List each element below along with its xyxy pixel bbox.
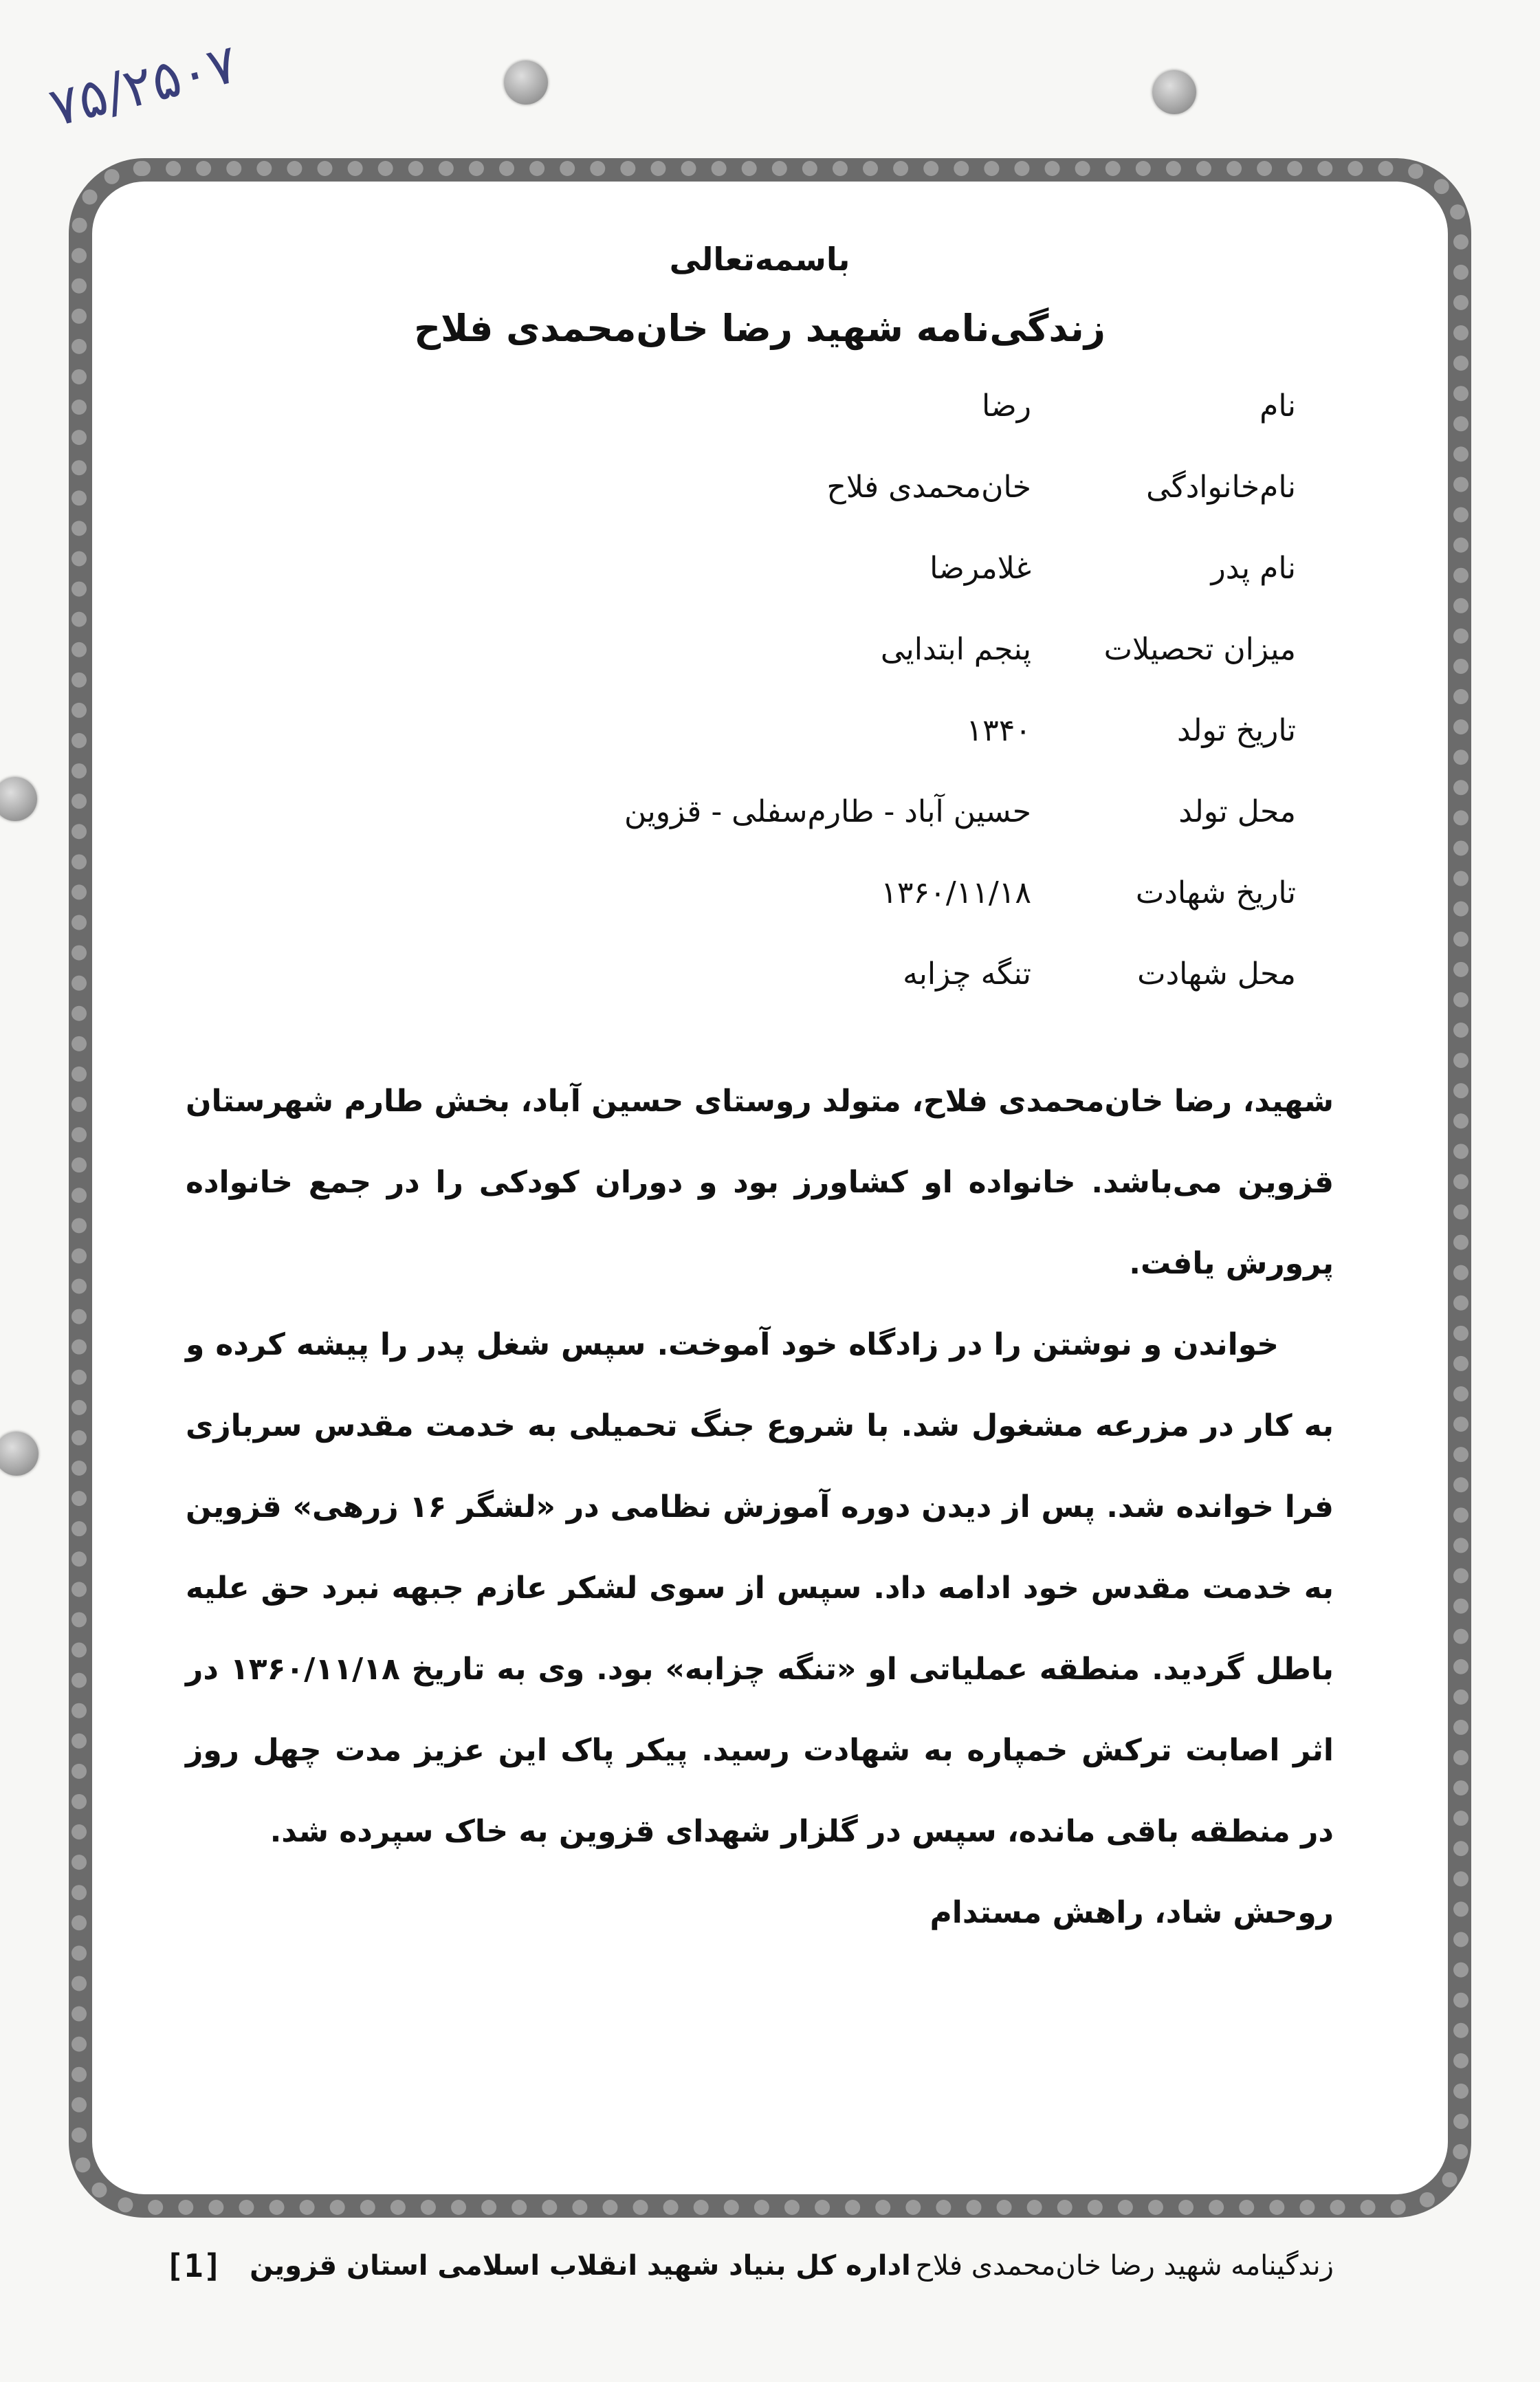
field-row-birth-date	[186, 713, 1334, 794]
footer-organization: اداره کل بنیاد شهید انقلاب اسلامی استان قزوین	[250, 2250, 911, 2282]
footer-org-group	[165, 2247, 911, 2284]
field-value: تنگه چزابه	[903, 957, 1031, 992]
field-value: حسین آباد - طارم‌سفلی - قزوین	[624, 794, 1031, 829]
field-row-family-name	[186, 470, 1334, 551]
field-label: نام‌خانوادگی	[1146, 470, 1296, 505]
biography-paragraph-2: خواندن و نوشتن را در زادگاه خود آموخت. سپس شغل پدر را پیشه کرده و به کار در مزرعه مشغول شد. با شروع جنگ تحمیلی به خدمت مقدس سربازی فرا خوانده شد. پس از دیدن دوره آموزش نظامی در «لشگر ۱۶ زرهی» قزوین به خدمت مقدس خود ادامه داد. سپس از سوی لشکر عازم جبهه نبرد حق علیه باطل گردید. منطقه عملیاتی او «تنگه چزابه» بود. وی به تاریخ ۱۳۶۰/۱۱/۱۸ در اثر اصابت ترکش خمپاره به شهادت رسید. پیکر پاک این عزیز مدت چهل روز در منطقه باقی مانده، سپس در گلزار شهدای قزوین به خاک سپرده شد.	[186, 1327, 1334, 1849]
footer-biography-title: زندگینامه شهید رضا خان‌محمدی فلاح	[915, 2250, 1334, 2282]
field-value: غلامرضا	[930, 551, 1031, 586]
field-label: نام پدر	[1211, 551, 1296, 586]
field-row-name	[186, 389, 1334, 470]
field-row-martyrdom-place	[186, 957, 1334, 1038]
punch-hole-left-upper	[0, 777, 37, 821]
field-label: محل شهادت	[1137, 957, 1296, 992]
basmala: باسمه‌تعالی	[669, 241, 850, 278]
page-number: [1]	[165, 2247, 223, 2284]
profile-fields	[186, 389, 1334, 1038]
field-value: ۱۳۴۰	[966, 713, 1031, 748]
page-title: زندگی‌نامه شهید رضا خان‌محمدی فلاح	[414, 307, 1106, 350]
punch-hole-top-left	[504, 61, 548, 105]
field-value: ۱۳۶۰/۱۱/۱۸	[881, 875, 1031, 910]
field-row-martyrdom-date	[186, 875, 1334, 957]
field-label: نام	[1260, 389, 1296, 424]
field-label: محل تولد	[1178, 794, 1296, 829]
closing-line: روحش شاد، راهش مستدام	[930, 1895, 1334, 1930]
field-row-father-name	[186, 551, 1334, 632]
field-label: تاریخ تولد	[1176, 713, 1296, 748]
handwritten-note: ۷۵/۲۵۰۷	[43, 32, 244, 140]
field-label: میزان تحصیلات	[1103, 632, 1296, 667]
field-label: تاریخ شهادت	[1135, 875, 1296, 910]
document-body	[186, 241, 1334, 1954]
field-value: پنجم ابتدایی	[880, 632, 1031, 667]
punch-hole-top-right	[1152, 70, 1196, 114]
field-row-education	[186, 632, 1334, 713]
field-value: خان‌محمدی فلاح	[826, 470, 1031, 505]
field-value: رضا	[981, 389, 1031, 424]
page-footer	[165, 2238, 1334, 2293]
biography-paragraph-1: شهید، رضا خان‌محمدی فلاح، متولد روستای حسین آباد، بخش طارم شهرستان قزوین می‌باشد. خانواده او کشاورز بود و دوران کودکی را در جمع خانواده پرورش یافت.	[186, 1084, 1334, 1281]
field-row-birth-place	[186, 794, 1334, 875]
biography-text	[186, 1061, 1334, 1872]
punch-hole-left-lower	[0, 1432, 38, 1476]
